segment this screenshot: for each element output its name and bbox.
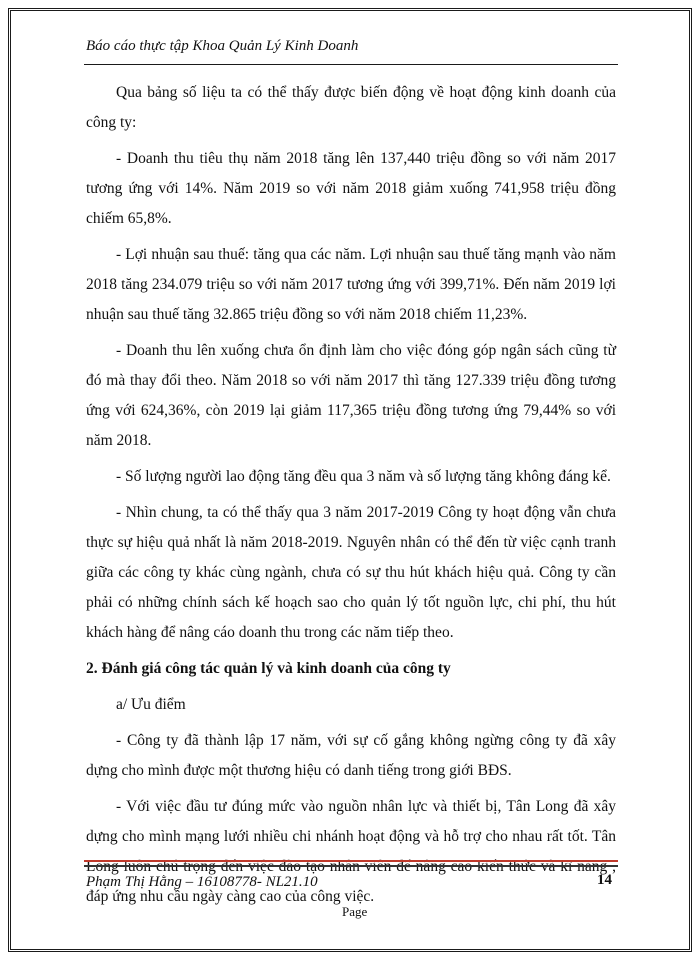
footer-divider-red [84,860,618,862]
paragraph-budget: - Doanh thu lên xuống chưa ổn định làm cho việc đóng góp ngân sách cũng từ đó mà thay đổi theo. Năm 2018 so với năm 2017 thì tăng 127.339 triệu đồng tương ứng với 624,36%, còn 2019 lại giảm 117,365 triệu đồng tương ứng 79,44% so với năm 2018. [86,342,616,449]
paragraph-profit: - Lợi nhuận sau thuế: tăng qua các năm. Lợi nhuận sau thuế tăng mạnh vào năm 2018 tăng 234.079 triệu so với năm 2017 tương ứng với 399,71%. Đến năm 2019 lợi nhuận sau thuế tăng 32.865 triệu đồng so với năm 2018 chiếm 11,23%. [86,246,616,323]
paragraph-summary: - Nhìn chung, ta có thể thấy qua 3 năm 2017-2019 Công ty hoạt động vẫn chưa thực sự hiệu quả nhất là năm 2018-2019. Nguyên nhân có thể đến từ việc cạnh tranh giữa các công ty khác cùng ngành, chưa có sự thu hút khách hiệu quả. Công ty cần phải có những chính sách kế hoạch sao cho quản lý tốt nguồn lực, chi phí, thu hút khách hàng để nâng cáo doanh thu trong các năm tiếp theo. [86,504,616,641]
page-number: 14 [597,872,612,888]
document-body [86,78,616,918]
header-divider [84,64,618,65]
subsection-heading: a/ Ưu điểm [116,696,186,713]
page-label: Page [342,904,368,919]
footer-author: Phạm Thị Hằng – 16108778- NL21.10 [86,874,318,890]
paragraph-strength-1: - Công ty đã thành lập 17 năm, với sự cố gắng không ngừng công ty đã xây dựng cho mình được một thương hiệu có danh tiếng trong giới BĐS. [86,732,616,779]
section-heading: 2. Đánh giá công tác quản lý và kinh doanh của công ty [86,660,451,677]
footer-divider-dark [84,865,618,867]
header-title: Báo cáo thực tập Khoa Quản Lý Kinh Doanh [86,38,359,54]
paragraph-intro: Qua bảng số liệu ta có thể thấy được biến động về hoạt động kinh doanh của công ty: [86,84,616,131]
paragraph-workers: - Số lượng người lao động tăng đều qua 3 năm và số lượng tăng không đáng kể. [116,468,611,485]
paragraph-strength-2: - Với việc đầu tư đúng mức vào nguồn nhân lực và thiết bị, Tân Long đã xây dựng cho mình mạng lưới nhiều chi nhánh hoạt động và hỗ trợ cho nhau rất tốt. Tân đáp ứng nhu cầu ngày càng cao của công việc. [86,798,616,905]
paragraph-revenue: - Doanh thu tiêu thụ năm 2018 tăng lên 137,440 triệu đồng so với năm 2017 tương ứng với 14%. Năm 2019 so với năm 2018 giảm xuống 741,958 triệu đồng chiếm 65,8%. [86,150,616,227]
